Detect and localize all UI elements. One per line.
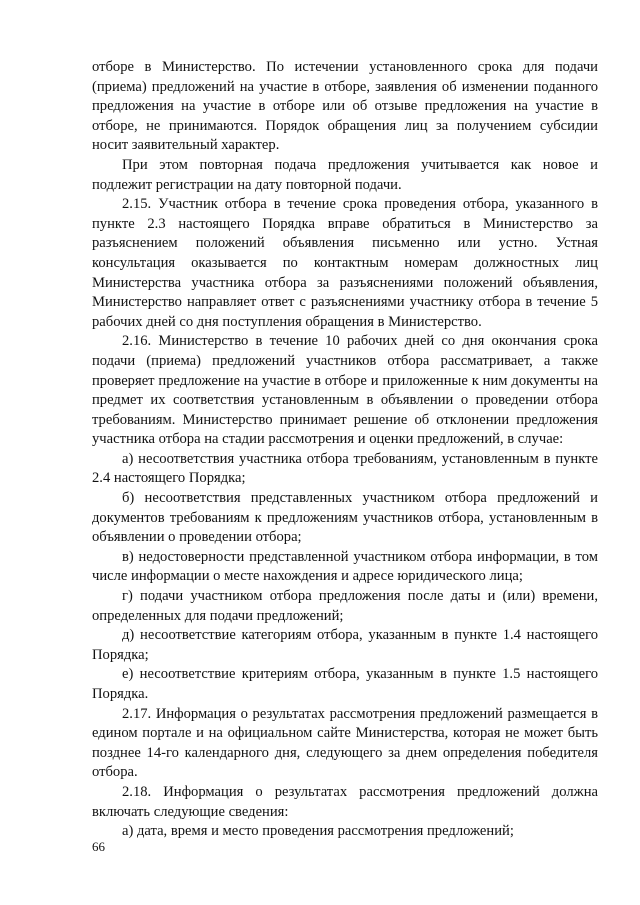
- list-item-a: а) несоответствия участника отбора требованиям, установленным в пункте 2.4 настоящего Порядка;: [92, 450, 598, 487]
- paragraph-2-16: 2.16. Министерство в течение 10 рабочих дней со дня окончания срока подачи (приема) предложений участников отбора рассматривает, а также проверяет предложение на участие в отборе и приложенные к ним документы на предмет их соответствия установленным в объявлении о проведении отбора требованиям. Министерство принимает решение об отклонении предложения участника отбора на стадии рассмотрения и оценки предложений, в случае:: [92, 333, 598, 448]
- list-item-v: в) недостоверности представленной участником отбора информации, в том числе информации о месте нахождения и адресе юридического лица;: [92, 548, 598, 585]
- paragraph-2-18: 2.18. Информация о результатах рассмотрения предложений должна включать следующие сведения:: [92, 783, 598, 820]
- list-item-a-2-18: а) дата, время и место проведения рассмотрения предложений;: [122, 823, 514, 840]
- list-item-d: д) несоответствие категориям отбора, указанным в пункте 1.4 настоящего Порядка;: [92, 627, 598, 663]
- paragraph-continuation: отборе в Министерство. По истечении установленного срока для подачи (приема) предложений на участие в отборе, заявления об изменении поданного предложения на участие в отборе или об отзыве предложения на участие в отборе, не принимаются. Порядок обращения лиц за получением субсидии носит заявительный характер.: [92, 59, 598, 154]
- paragraph-2-15: 2.15. Участник отбора в течение срока проведения отбора, указанного в пункте 2.3 настоящего Порядка вправе обратиться в Министерство за разъяснением положений объявления письменно или устно. Устная консультация оказывается по контактным номерам должностных лиц Министерства участника отбора за разъяснениями положений объявления, Министерство направляет ответ с разъяснениями участнику отбора в течение 5 рабочих дней со дня поступления обращения в Министерство.: [92, 196, 598, 330]
- paragraph-2-17: 2.17. Информация о результатах рассмотрения предложений размещается в едином портале и на официальном сайте Министерства, которая не может быть позднее 14-го календарного дня, следующего за днем определения победителя отбора.: [92, 705, 598, 781]
- list-item-b: б) несоответствия представленных участником отбора предложений и документов требованиям к предложениям участников отбора, установленным в объявлении о проведении отбора;: [92, 490, 598, 546]
- list-item-e: е) несоответствие критериям отбора, указанным в пункте 1.5 настоящего Порядка.: [92, 666, 598, 702]
- document-body: [92, 58, 598, 842]
- list-item-g: г) подачи участником отбора предложения после даты и (или) времени, определенных для подачи предложений;: [92, 588, 598, 624]
- page-number: 66: [92, 839, 105, 854]
- paragraph-repeat-submission: При этом повторная подача предложения учитывается как новое и подлежит регистрации на дату повторной подачи.: [92, 156, 598, 193]
